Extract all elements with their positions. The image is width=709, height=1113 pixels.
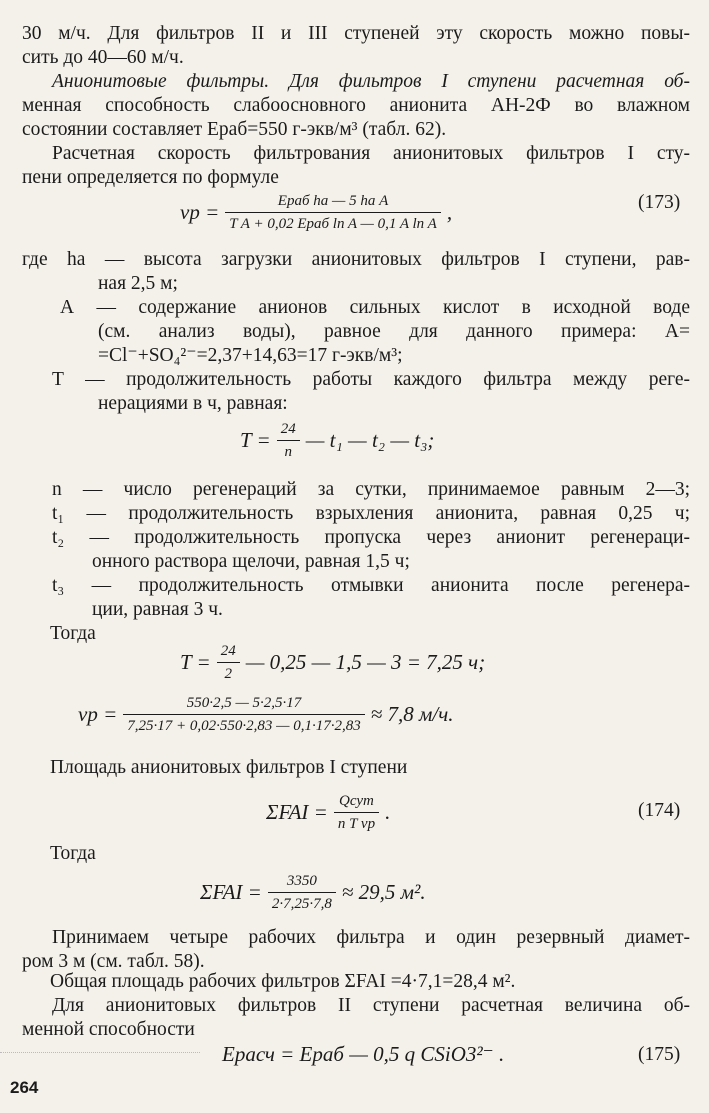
denominator: n: [284, 443, 292, 460]
denominator: n T vр: [337, 815, 376, 832]
text-line: Площадь анионитовых фильтров I ступени: [50, 757, 408, 778]
fraction: [217, 642, 240, 683]
text-line: пени определяется по формуле: [22, 167, 279, 188]
fraction: [225, 192, 441, 233]
equation-lhs: ΣFAI =: [266, 799, 328, 824]
equation-number: (175): [638, 1044, 681, 1065]
text-line: ная 2,5 м;: [98, 273, 178, 294]
text-line: ром 3 м (см. табл. 58).: [22, 951, 205, 972]
text-line: T — продолжительность работы каждого фильтра между реге-: [52, 369, 690, 390]
fraction: [277, 420, 300, 461]
equation-v-computed: [78, 688, 454, 740]
equation-lhs: vр =: [78, 701, 118, 726]
equation-lhs: T =: [180, 649, 211, 674]
text-line: ции, равная 3 ч.: [92, 599, 223, 620]
numerator: 550·2,5 — 5·2,5·17: [186, 694, 302, 711]
denominator: 2: [224, 665, 232, 682]
numerator: 24: [280, 420, 296, 437]
equation-lhs: T =: [240, 427, 271, 452]
text-line: сить до 40—60 м/ч.: [22, 47, 184, 68]
equation-174: [266, 786, 390, 838]
text-line: (см. анализ воды), равное для данного примера: А=: [98, 321, 690, 342]
equation-tail: ≈ 7,8 м/ч.: [370, 701, 454, 726]
equation-lhs: vр =: [180, 199, 220, 224]
equation-lhs: ΣFAI =: [200, 879, 262, 904]
equation-tail: — t₁ — t₂ — t₃;: [305, 427, 435, 452]
denominator: T A + 0,02 Eраб ln A — 0,1 A ln A: [229, 215, 437, 232]
denominator: 7,25·17 + 0,02·550·2,83 — 0,1·17·2,83: [127, 717, 361, 734]
fraction: [334, 792, 379, 833]
equation-t: [240, 414, 434, 466]
text-line: t₂ — продолжительность пропуска через анионит регенераци-: [52, 527, 690, 548]
text-line: состоянии составляет Eраб=550 г-экв/м³ (табл. 62).: [22, 119, 447, 140]
text-line: нерациями в ч, равная:: [98, 393, 288, 414]
text-line: t₃ — продолжительность отмывки анионита после регенера-: [52, 575, 690, 596]
numerator: Eраб hа — 5 hа A: [277, 192, 389, 209]
text-line: t₁ — продолжительность взрыхления анионита, равная 0,25 ч;: [52, 503, 690, 524]
text-line: Принимаем четыре рабочих фильтра и один резервный диамет-: [52, 927, 690, 948]
text-line: где hа — высота загрузки анионитовых фильтров I ступени, рав-: [22, 249, 690, 270]
equation-tail: .: [385, 799, 391, 824]
text-line: 30 м/ч. Для фильтров II и III ступеней эту скорость можно повы-: [22, 23, 690, 44]
fraction: [123, 694, 364, 735]
text-line: Для анионитовых фильтров II ступени расчетная величина об-: [52, 995, 690, 1016]
text-line: =Cl⁻+SO₄²⁻=2,37+14,63=17 г-экв/м³;: [98, 345, 403, 366]
equation-tail: ≈ 29,5 м².: [341, 879, 426, 904]
text-line: Тогда: [50, 843, 96, 864]
text-line: онного раствора щелочи, равная 1,5 ч;: [92, 551, 410, 572]
text-line: менная способность слабоосновного анионита АН-2Ф во влажном: [22, 95, 690, 116]
equation-tail: ,: [446, 199, 453, 224]
equation-number: (173): [638, 192, 681, 213]
text-line: Анионитовые фильтры. Для фильтров I ступени расчетная об-: [52, 71, 690, 92]
fraction: [268, 872, 336, 913]
equation-173: [180, 186, 452, 238]
text-line: Общая площадь рабочих фильтров ΣFAI =4·7,1=28,4 м².: [50, 971, 516, 992]
numerator: 3350: [286, 872, 317, 889]
equation-175: Eрасч = Eраб — 0,5 q CSiO3²⁻ .: [222, 1042, 505, 1066]
text-line: менной способности: [22, 1019, 195, 1040]
text-line: n — число регенераций за сутки, принимаемое равным 2—3;: [52, 479, 690, 500]
equation-tail: — 0,25 — 1,5 — 3 = 7,25 ч;: [245, 649, 486, 674]
page-number: 264: [10, 1078, 39, 1097]
numerator: Qсут: [339, 792, 374, 809]
denominator: 2·7,25·7,8: [271, 895, 332, 912]
numerator: 24: [220, 642, 236, 659]
text-line: Тогда: [50, 623, 96, 644]
equation-t-computed: [180, 636, 485, 688]
equation-f-computed: [200, 866, 426, 918]
text-line: А — содержание анионов сильных кислот в исходной воде: [60, 297, 690, 318]
equation-number: (174): [638, 800, 681, 821]
text-line: Расчетная скорость фильтрования анионитовых фильтров I сту-: [52, 143, 690, 164]
fold-line: [0, 1052, 200, 1053]
